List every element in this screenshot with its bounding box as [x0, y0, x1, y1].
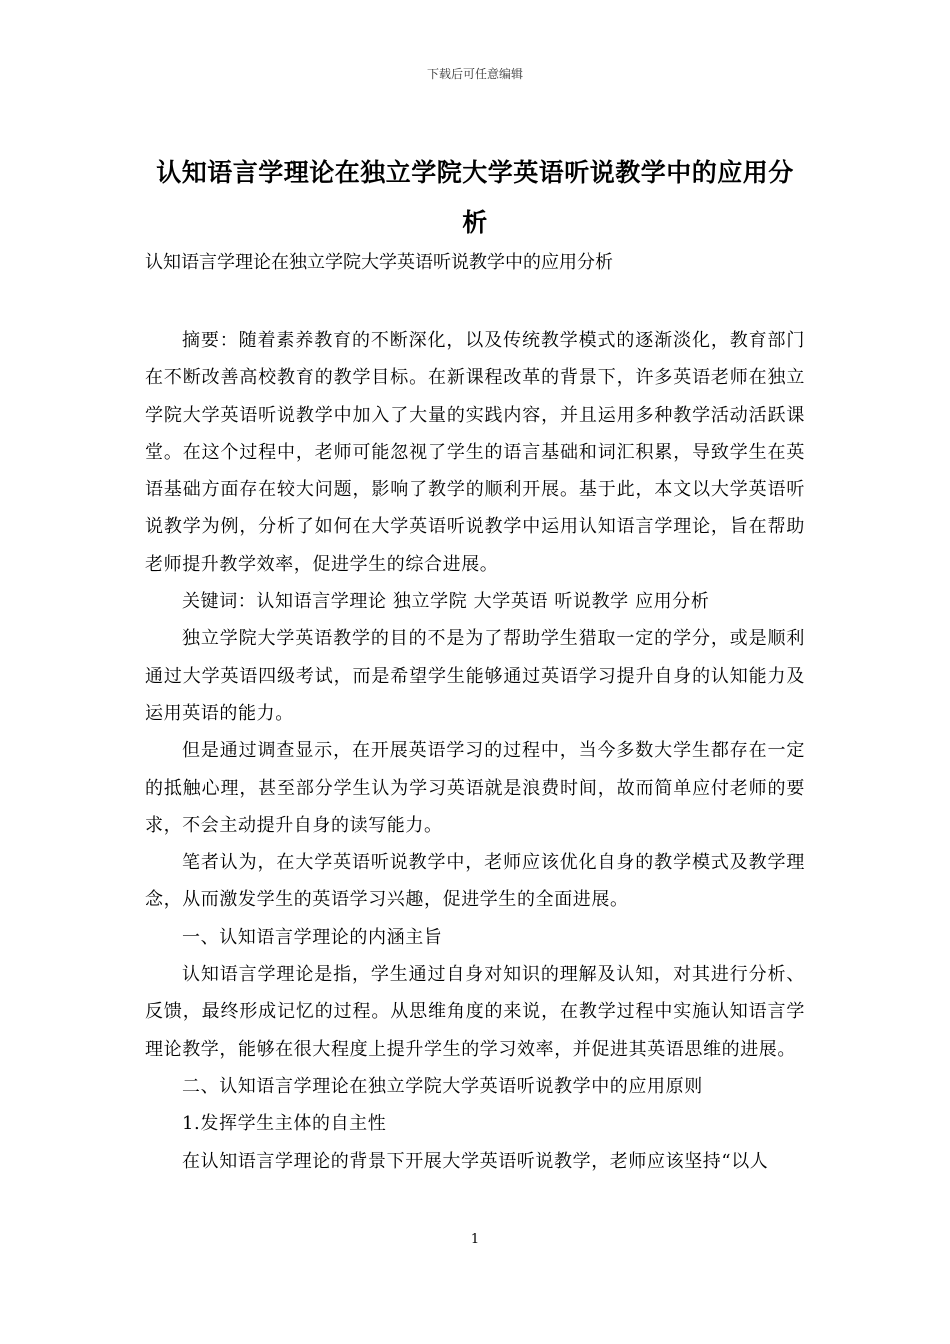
- abstract-paragraph: 摘要：随着素养教育的不断深化，以及传统教学模式的逐渐淡化，教育部门在不断改善高校教育的教学目标。在新课程改革的背景下，许多英语老师在独立学院大学英语听说教学中加入了大量的实践内容，并且运用多种教学活动活跃课堂。在这个过程中，老师可能忽视了学生的语言基础和词汇积累，导致学生在英语基础方面存在较大问题，影响了教学的顺利开展。基于此，本文以大学英语听说教学为例，分析了如何在大学英语听说教学中运用认知语言学理论，旨在帮助老师提升教学效率，促进学生的综合进展。: [145, 330, 805, 575]
- page-number: 1: [470, 1232, 480, 1247]
- body-paragraph: 但是通过调查显示，在开展英语学习的过程中，当今多数大学生都存在一定的抵触心理，甚至部分学生认为学习英语就是浪费时间，故而简单应付老师的要求，不会主动提升自身的读写能力。: [145, 740, 805, 836]
- keywords-paragraph: 关键词：认知语言学理论 独立学院 大学英语 听说教学 应用分析: [182, 591, 710, 613]
- body-paragraph: 独立学院大学英语教学的目的不是为了帮助学生猎取一定的学分，或是顺利通过大学英语四级考试，而是希望学生能够通过英语学习提升自身的认知能力及运用英语的能力。: [145, 628, 805, 724]
- document-body: [145, 322, 805, 1180]
- header-note: 下载后可任意编辑: [426, 67, 523, 81]
- document-subtitle: 认知语言学理论在独立学院大学英语听说教学中的应用分析: [145, 252, 613, 273]
- body-paragraph: 笔者认为，在大学英语听说教学中，老师应该优化自身的教学模式及教学理念，从而激发学生的英语学习兴趣，促进学生的全面进展。: [145, 852, 805, 911]
- subsection-heading: 1.发挥学生主体的自主性: [182, 1113, 387, 1135]
- section-heading: 二、认知语言学理论在独立学院大学英语听说教学中的应用原则: [182, 1075, 703, 1097]
- document-title: 认知语言学理论在独立学院大学英语听说教学中的应用分析: [156, 158, 794, 237]
- body-paragraph: 认知语言学理论是指，学生通过自身对知识的理解及认知，对其进行分析、反馈，最终形成记忆的过程。从思维角度的来说，在教学过程中实施认知语言学理论教学，能够在很大程度上提升学生的学习效率，并促进其英语思维的进展。: [145, 964, 805, 1060]
- body-paragraph: 在认知语言学理论的背景下开展大学英语听说教学，老师应该坚持“以人: [182, 1150, 769, 1172]
- section-heading: 一、认知语言学理论的内涵主旨: [182, 926, 443, 948]
